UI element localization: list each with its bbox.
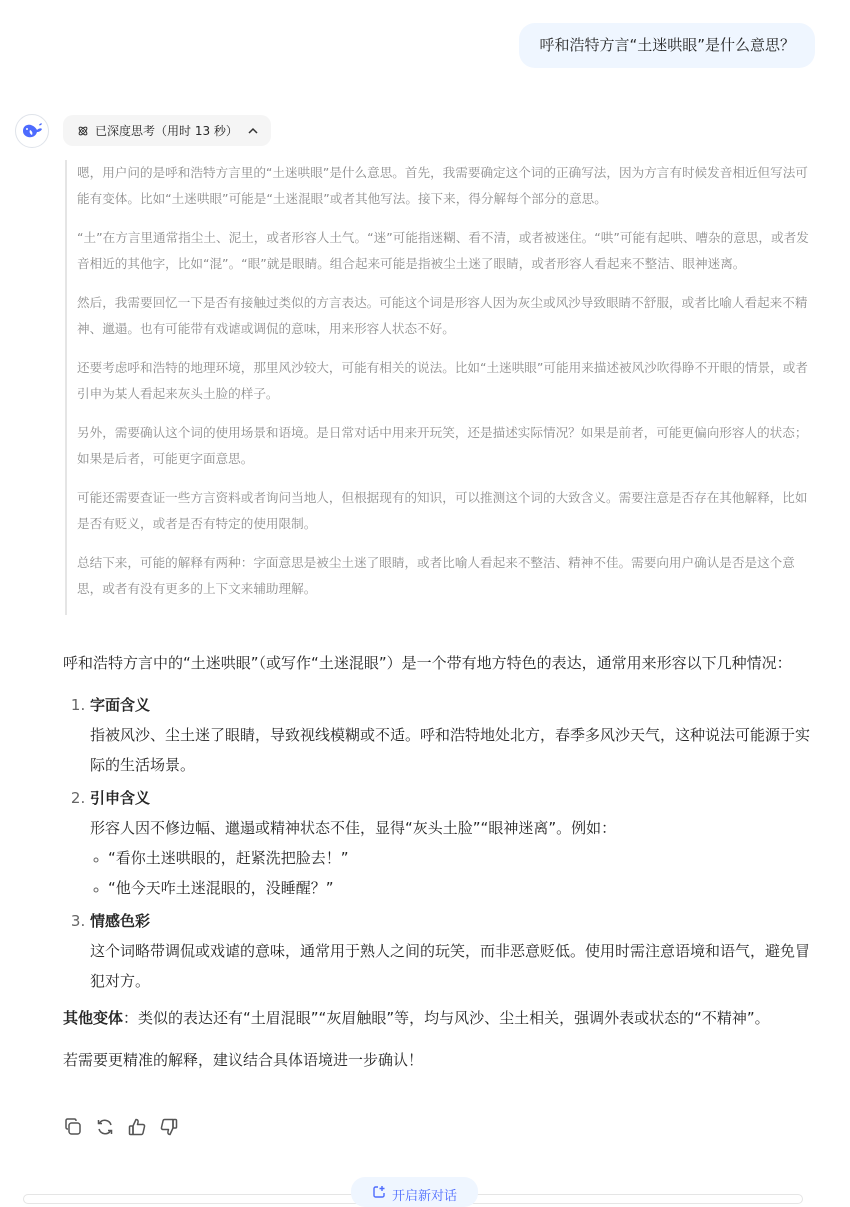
- new-chat-label: 开启新对话: [391, 1189, 457, 1204]
- example-item: ◦ “他今天咋土迷混眼的，没睡醒？”: [108, 873, 823, 903]
- answer-intro: 呼和浩特方言中的“土迷哄眼”（或写作“土迷混眼”）是一个带有地方特色的表达，通常用来形容以下几种情况：: [63, 654, 792, 672]
- copy-button[interactable]: [62, 1116, 84, 1138]
- thinking-paragraph: 嗯，用户问的是呼和浩特方言里的“土迷哄眼”是什么意思。首先，我需要确定这个词的正确写法，因为方言有时候发音相近但写法可能有变体。比如“土迷哄眼”可能是“土迷混眼”或者其他写法。接下来，得分解每个部分的意思。: [77, 165, 808, 206]
- assistant-avatar: [15, 114, 49, 148]
- example-item: ◦ “看你土迷哄眼的，赶紧洗把脸去！”: [108, 843, 823, 873]
- thumbs-up-icon: [127, 1117, 147, 1137]
- answer-list: [63, 690, 823, 996]
- thinking-paragraph: 总结下来，可能的解释有两种：字面意思是被尘土迷了眼睛，或者比喻人看起来不整洁、精神不佳。需要向用户确认是否是这个意思，或者有没有更多的上下文来辅助理解。: [77, 555, 795, 596]
- item-title: 1. 字面含义: [90, 696, 151, 714]
- other-variants-label: 其他变体: [63, 1009, 124, 1027]
- chevron-up-icon: [248, 127, 258, 134]
- answer-list-item: [90, 906, 823, 996]
- deepthink-atom-icon: [77, 125, 89, 137]
- user-message-bubble: [519, 23, 815, 68]
- thinking-paragraph: 然后，我需要回忆一下是否有接触过类似的方言表达。可能这个词是形容人因为灰尘或风沙导致眼睛不舒服，或者比喻人看起来不精神、邋遢。也有可能带有戏谑或调侃的意味，用来形容人状态不好。: [77, 295, 808, 336]
- regenerate-icon: [95, 1117, 115, 1137]
- deep-think-toggle[interactable]: [63, 115, 271, 146]
- thinking-paragraph: 可能还需要查证一些方言资料或者询问当地人，但根据现有的知识，可以推测这个词的大致含义。需要注意是否存在其他解释，比如是否有贬义，或者是否有特定的使用限制。: [77, 490, 808, 531]
- dislike-button[interactable]: [158, 1116, 180, 1138]
- new-chat-icon: [372, 1185, 386, 1199]
- user-message-text: 呼和浩特方言“土迷哄眼”是什么意思？: [539, 36, 795, 54]
- like-button[interactable]: [126, 1116, 148, 1138]
- other-variants: [63, 1003, 823, 1033]
- message-actions: [62, 1116, 180, 1138]
- thinking-process: [65, 160, 820, 615]
- new-chat-button[interactable]: [351, 1177, 478, 1207]
- answer-list-item: [90, 690, 823, 780]
- thinking-paragraph: “土”在方言里通常指尘土、泥土，或者形容人土气。“迷”可能指迷糊、看不清，或者被迷住。“哄”可能有起哄、嘈杂的意思，或者发音相近的其他字，比如“混”。“眼”就是眼睛。组合起来可能是指被尘土迷了眼睛，或者形容人看起来不整洁、眼神迷离。: [77, 230, 809, 271]
- item-body: 这个词略带调侃或戏谑的意味，通常用于熟人之间的玩笑，而非恶意贬低。使用时需注意语境和语气，避免冒犯对方。: [90, 942, 811, 990]
- assistant-answer: [63, 648, 823, 1075]
- answer-closing: 若需要更精准的解释，建议结合具体语境进一步确认！: [63, 1051, 424, 1069]
- regenerate-button[interactable]: [94, 1116, 116, 1138]
- thinking-paragraph: 还要考虑呼和浩特的地理环境，那里风沙较大，可能有相关的说法。比如“土迷哄眼”可能用来描述被风沙吹得睁不开眼的情景，或者引申为某人看起来灰头土脸的样子。: [77, 360, 808, 401]
- example-list: [90, 843, 823, 903]
- copy-icon: [63, 1117, 83, 1137]
- deepseek-whale-icon: [21, 122, 43, 140]
- other-variants-text: ：类似的表达还有“土眉混眼”“灰眉触眼”等，均与风沙、尘土相关，强调外表或状态的“不精神”。: [123, 1009, 770, 1027]
- answer-list-item: [90, 783, 823, 903]
- item-title: 2. 引申含义: [90, 789, 151, 807]
- thinking-paragraph: 另外，需要确认这个词的使用场景和语境。是日常对话中用来开玩笑，还是描述实际情况？如果是前者，可能更偏向形容人的状态；如果是后者，可能更字面意思。: [77, 425, 808, 466]
- item-body: 指被风沙、尘土迷了眼睛，导致视线模糊或不适。呼和浩特地处北方，春季多风沙天气，这种说法可能源于实际的生活场景。: [90, 726, 811, 774]
- thumbs-down-icon: [159, 1117, 179, 1137]
- item-title: 3. 情感色彩: [90, 912, 151, 930]
- item-body: 形容人因不修边幅、邋遢或精神状态不佳，显得“灰头土脸”“眼神迷离”。例如：: [90, 819, 617, 837]
- deep-think-label: 已深度思考（用时 13 秒）: [95, 124, 238, 138]
